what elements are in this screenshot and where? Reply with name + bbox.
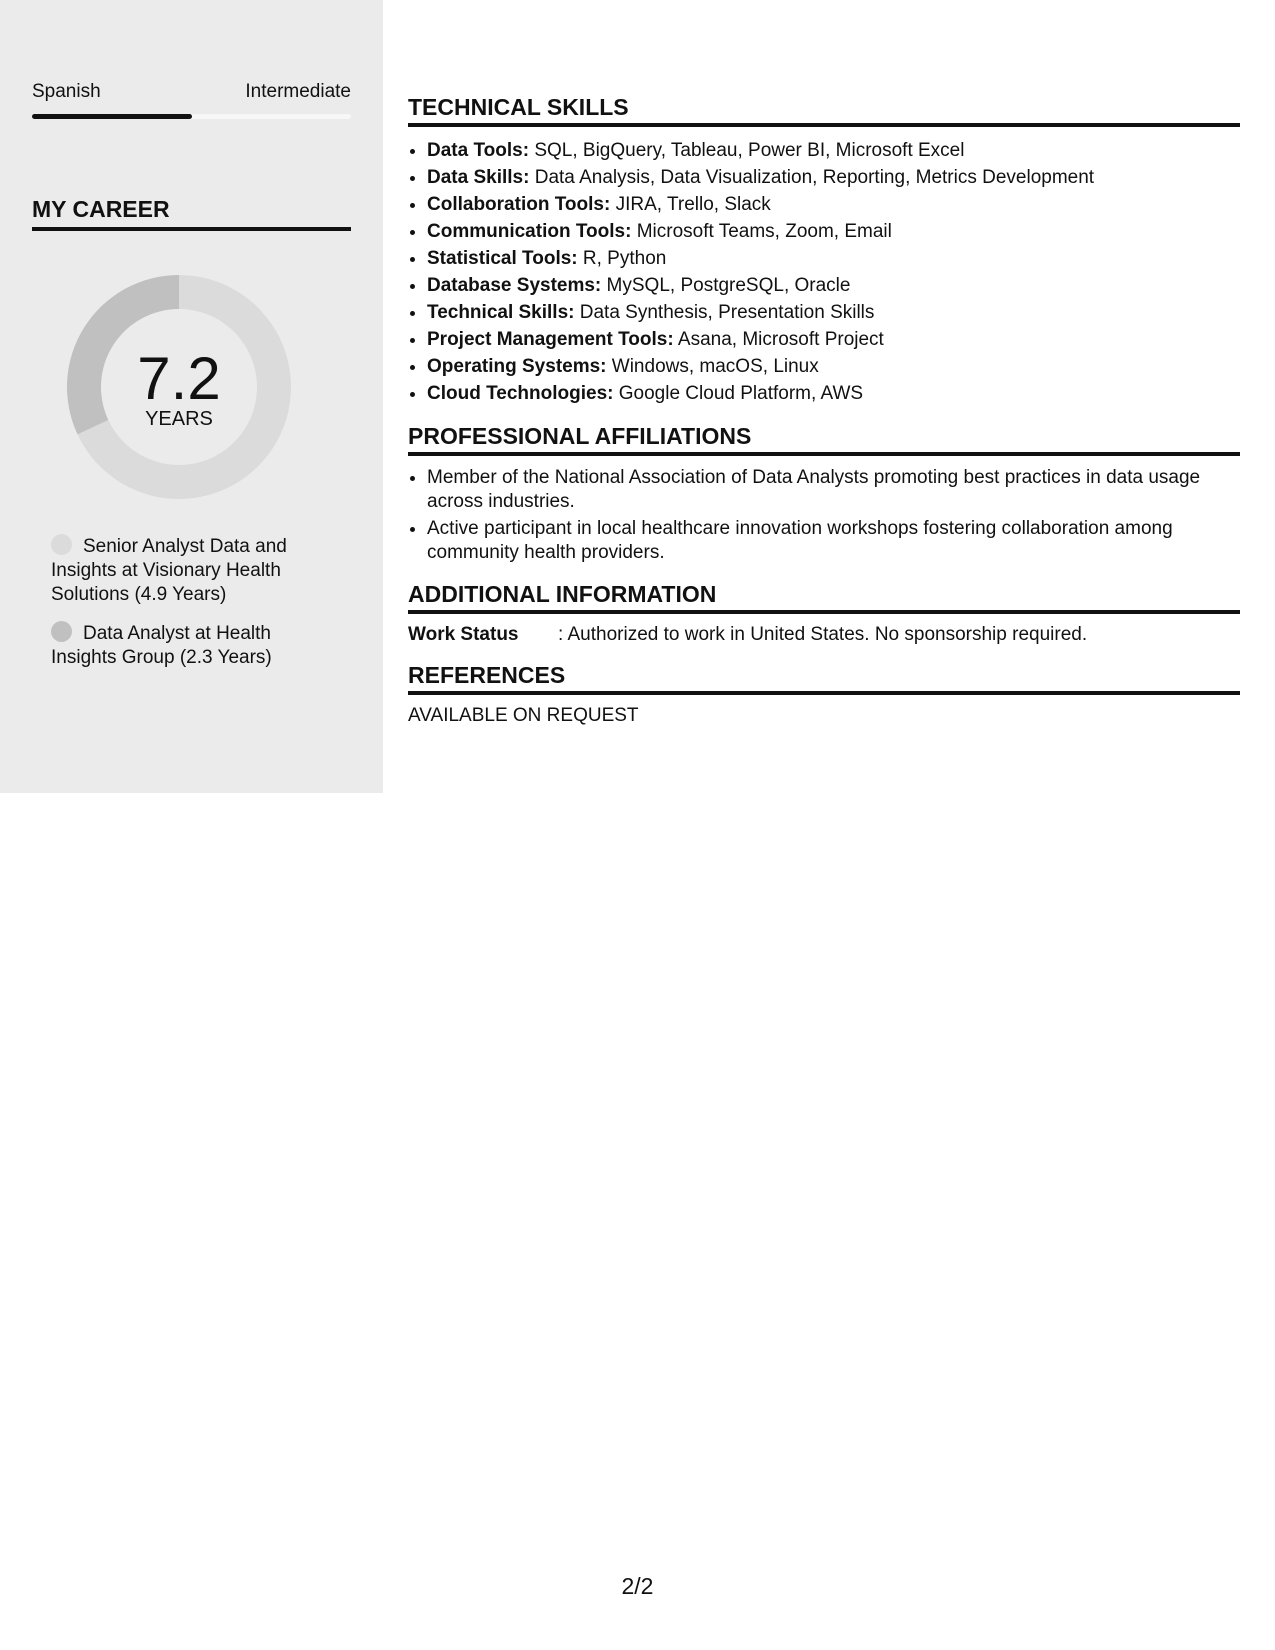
language-row xyxy=(32,81,351,103)
main-content xyxy=(408,94,1240,727)
skill-item xyxy=(427,353,1240,380)
skill-value: Data Synthesis, Presentation Skills xyxy=(579,302,875,323)
references-text: AVAILABLE ON REQUEST xyxy=(408,705,639,726)
skill-value: SQL, BigQuery, Tableau, Power BI, Microsoft Excel xyxy=(534,140,965,161)
skill-label: Communication Tools: xyxy=(427,221,632,242)
career-legend-label: Senior Analyst Data and Insights at Visionary Health Solutions (4.9 Years) xyxy=(51,536,287,605)
career-total-unit: YEARS xyxy=(145,408,213,430)
skill-item xyxy=(427,299,1240,326)
career-legend-item xyxy=(51,534,311,607)
skill-item xyxy=(427,272,1240,299)
skill-item xyxy=(427,218,1240,245)
work-status-label: Work Status xyxy=(408,624,519,645)
skill-value: Google Cloud Platform, AWS xyxy=(618,383,864,404)
skill-value: Data Analysis, Data Visualization, Reporting, Metrics Development xyxy=(534,167,1095,188)
sidebar xyxy=(0,0,383,793)
skill-label: Cloud Technologies: xyxy=(427,383,614,404)
skill-value: R, Python xyxy=(582,248,667,269)
technical-skills-list xyxy=(408,137,1240,407)
skill-item xyxy=(427,245,1240,272)
skill-label: Project Management Tools: xyxy=(427,329,674,350)
affiliation-item: • Member of the National Association of Data Analysts promoting best practices in data usage across industries. xyxy=(427,466,1240,514)
skill-label: Data Tools: xyxy=(427,140,530,161)
skill-label: Statistical Tools: xyxy=(427,248,578,269)
additional-info-heading: ADDITIONAL INFORMATION xyxy=(408,581,1240,614)
skill-value: Microsoft Teams, Zoom, Email xyxy=(636,221,892,242)
skill-label: Technical Skills: xyxy=(427,302,575,323)
skill-item xyxy=(427,137,1240,164)
career-heading: MY CAREER xyxy=(32,196,351,231)
skill-value: JIRA, Trello, Slack xyxy=(615,194,771,215)
career-legend-item xyxy=(51,621,311,670)
skill-value: MySQL, PostgreSQL, Oracle xyxy=(606,275,851,296)
technical-skills-heading: TECHNICAL SKILLS xyxy=(408,94,1240,127)
affiliation-item: • Active participant in local healthcare innovation workshops fostering collaboration among community health providers. xyxy=(427,517,1240,565)
legend-dot-icon xyxy=(51,621,72,642)
career-legend-label: Data Analyst at Health Insights Group (2.3 Years) xyxy=(51,623,272,668)
language-level: Intermediate xyxy=(245,81,351,102)
skill-item xyxy=(427,191,1240,218)
skill-item xyxy=(427,164,1240,191)
skill-item xyxy=(427,380,1240,407)
page-number: 2/2 xyxy=(621,1573,654,1599)
career-total-value: 7.2 xyxy=(137,345,221,412)
affiliations-list xyxy=(408,466,1240,565)
skill-label: Database Systems: xyxy=(427,275,602,296)
language-name: Spanish xyxy=(32,81,101,102)
language-proficiency-bar xyxy=(32,114,351,119)
career-legend xyxy=(51,534,311,684)
affiliations-heading: PROFESSIONAL AFFILIATIONS xyxy=(408,423,1240,456)
skill-label: Collaboration Tools: xyxy=(427,194,611,215)
skill-label: Data Skills: xyxy=(427,167,530,188)
references-heading: REFERENCES xyxy=(408,662,1240,695)
language-proficiency-fill xyxy=(32,114,192,119)
skill-value: Windows, macOS, Linux xyxy=(611,356,819,377)
legend-dot-icon xyxy=(51,534,72,555)
skill-label: Operating Systems: xyxy=(427,356,607,377)
skill-item xyxy=(427,326,1240,353)
work-status-value: : Authorized to work in United States. No sponsorship required. xyxy=(558,624,1088,645)
work-status-row xyxy=(408,624,1240,646)
skill-value: Asana, Microsoft Project xyxy=(677,329,884,350)
